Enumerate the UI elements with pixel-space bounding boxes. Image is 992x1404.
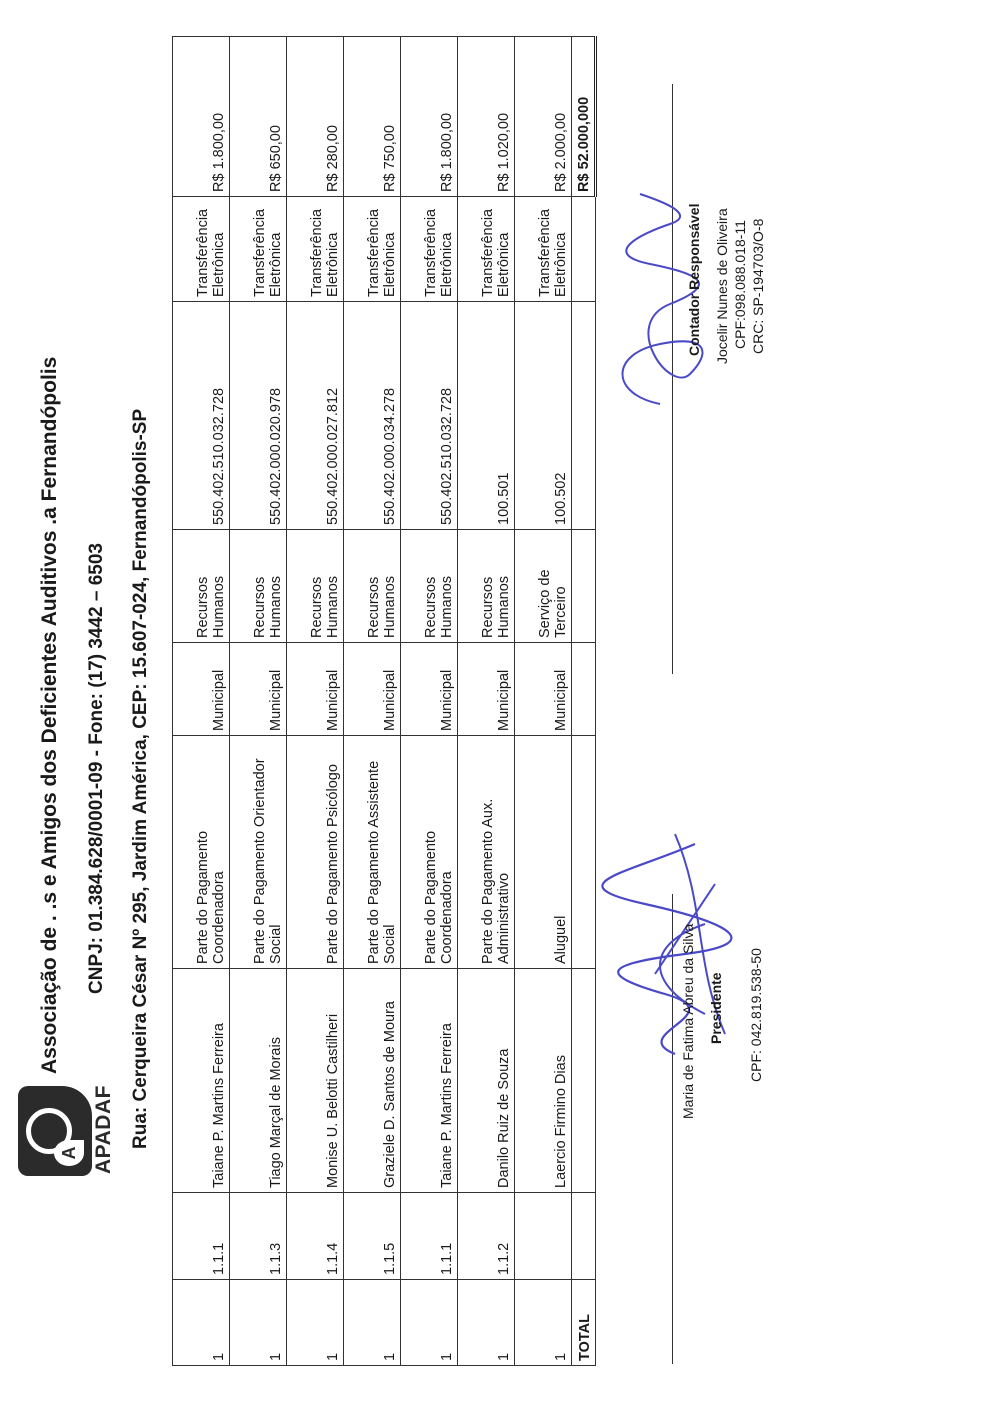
expense-nature-cell: Recursos Humanos — [230, 530, 287, 643]
value-cell: R$ 1.800,00 — [401, 37, 458, 197]
expense-nature-cell: Recursos Humanos — [173, 530, 230, 643]
funding-source-cell: Municipal — [344, 643, 401, 736]
total-empty-cell — [572, 197, 596, 302]
organization-title: Associação de . .s e Amigos dos Deficientes Auditivos .a Fernandópolis — [38, 356, 61, 1074]
beneficiary-name-cell: Taiane P. Martins Ferreira — [173, 969, 230, 1193]
description-cell: Parte do Pagamento Coordenadora — [401, 736, 458, 969]
description-cell: Parte do Pagamento Aux. Administrativo — [458, 736, 515, 969]
account-number-cell: 550.402.000.034.278 — [344, 302, 401, 530]
accountant-crc: CRC: SP-194703/O-8 — [750, 218, 766, 354]
item-code-cell: 1.1.1 — [173, 1193, 230, 1280]
account-number-cell: 550.402.510.032.728 — [173, 302, 230, 530]
president-signature-icon — [585, 814, 755, 1074]
accountant-name: Jocelir Nunes de Oliveira — [714, 208, 730, 364]
payment-form-cell: Transferência Eletrônica — [173, 197, 230, 302]
account-number-cell: 550.402.510.032.728 — [401, 302, 458, 530]
table-row — [230, 37, 287, 1366]
total-empty-cell — [572, 1193, 596, 1280]
expense-nature-cell: Recursos Humanos — [344, 530, 401, 643]
funding-source-cell: Municipal — [287, 643, 344, 736]
total-value: R$ 52.000,000 — [572, 37, 596, 197]
value-cell: R$ 2.000,00 — [515, 37, 572, 197]
president-cpf: CPF: 042.819.538-50 — [748, 948, 764, 1082]
table-row — [401, 37, 458, 1366]
cnpj-phone-line: CNPJ: 01.384.628/0001-09 - Fone: (17) 3442 – 6503 — [86, 543, 107, 994]
expense-table — [172, 36, 597, 1366]
item-code-cell: 1.1.1 — [401, 1193, 458, 1280]
beneficiary-name-cell: Danilo Ruiz de Souza — [458, 969, 515, 1193]
expense-nature-cell: Recursos Humanos — [287, 530, 344, 643]
beneficiary-name-cell: Tiago Marçal de Morais — [230, 969, 287, 1193]
description-cell: Parte do Pagamento Assistente Social — [344, 736, 401, 969]
quantity-cell: 1 — [515, 1280, 572, 1366]
funding-source-cell: Municipal — [458, 643, 515, 736]
value-cell: R$ 650,00 — [230, 37, 287, 197]
expense-nature-cell: Recursos Humanos — [401, 530, 458, 643]
expense-nature-cell: Recursos Humanos — [458, 530, 515, 643]
payment-form-cell: Transferência Eletrônica — [344, 197, 401, 302]
president-role: Presidente — [708, 972, 724, 1044]
payment-form-cell: Transferência Eletrônica — [287, 197, 344, 302]
accountant-cpf: CPF:098.088.018-11 — [732, 220, 748, 349]
value-cell: R$ 1.800,00 — [173, 37, 230, 197]
logo-emblem — [18, 1086, 92, 1176]
funding-source-cell: Municipal — [401, 643, 458, 736]
accountant-role: Contador Responsável — [686, 203, 702, 356]
value-cell: R$ 1.020,00 — [458, 37, 515, 197]
total-empty-cell — [572, 643, 596, 736]
item-code-cell — [515, 1193, 572, 1280]
table-row — [458, 37, 515, 1366]
value-cell: R$ 280,00 — [287, 37, 344, 197]
beneficiary-name-cell: Taiane P. Martins Ferreira — [401, 969, 458, 1193]
quantity-cell: 1 — [230, 1280, 287, 1366]
table-row — [173, 37, 230, 1366]
description-cell: Parte do Pagamento Orientador Social — [230, 736, 287, 969]
item-code-cell: 1.1.4 — [287, 1193, 344, 1280]
account-number-cell: 100.502 — [515, 302, 572, 530]
logo-text: APADAF — [92, 1085, 115, 1174]
table-row — [344, 37, 401, 1366]
total-label: TOTAL — [572, 1280, 596, 1366]
funding-source-cell: Municipal — [230, 643, 287, 736]
payment-form-cell: Transferência Eletrônica — [515, 197, 572, 302]
quantity-cell: 1 — [344, 1280, 401, 1366]
total-empty-cell — [572, 302, 596, 530]
item-code-cell: 1.1.3 — [230, 1193, 287, 1280]
account-number-cell: 100.501 — [458, 302, 515, 530]
apadaf-logo — [18, 1086, 113, 1176]
total-empty-cell — [572, 530, 596, 643]
president-name: Maria de Fatima Abreu da Silva — [680, 923, 696, 1119]
logo-letter: A — [54, 1140, 84, 1166]
quantity-cell: 1 — [401, 1280, 458, 1366]
address-line: Rua: Cerqueira César Nº 295, Jardim América, CEP: 15.607-024, Fernandópolis-SP — [130, 408, 151, 1149]
item-code-cell: 1.1.5 — [344, 1193, 401, 1280]
funding-source-cell: Municipal — [515, 643, 572, 736]
payment-form-cell: Transferência Eletrônica — [401, 197, 458, 302]
quantity-cell: 1 — [458, 1280, 515, 1366]
description-cell: Parte do Pagamento Coordenadora — [173, 736, 230, 969]
description-cell: Aluguel — [515, 736, 572, 969]
beneficiary-name-cell: Monise U. Belotti Castilheri — [287, 969, 344, 1193]
quantity-cell: 1 — [173, 1280, 230, 1366]
beneficiary-name-cell: Laercio Firmino Dias — [515, 969, 572, 1193]
table-row — [287, 37, 344, 1366]
item-code-cell: 1.1.2 — [458, 1193, 515, 1280]
account-number-cell: 550.402.000.027.812 — [287, 302, 344, 530]
table-row — [515, 37, 572, 1366]
funding-source-cell: Municipal — [173, 643, 230, 736]
value-cell: R$ 750,00 — [344, 37, 401, 197]
expense-nature-cell: Serviço de Terceiro — [515, 530, 572, 643]
total-row — [572, 37, 596, 1366]
description-cell: Parte do Pagamento Psicólogo — [287, 736, 344, 969]
quantity-cell: 1 — [287, 1280, 344, 1366]
payment-form-cell: Transferência Eletrônica — [458, 197, 515, 302]
expense-table-body — [173, 37, 596, 1366]
payment-form-cell: Transferência Eletrônica — [230, 197, 287, 302]
account-number-cell: 550.402.000.020.978 — [230, 302, 287, 530]
beneficiary-name-cell: Graziele D. Santos de Moura — [344, 969, 401, 1193]
accountant-signature-icon — [600, 184, 720, 414]
